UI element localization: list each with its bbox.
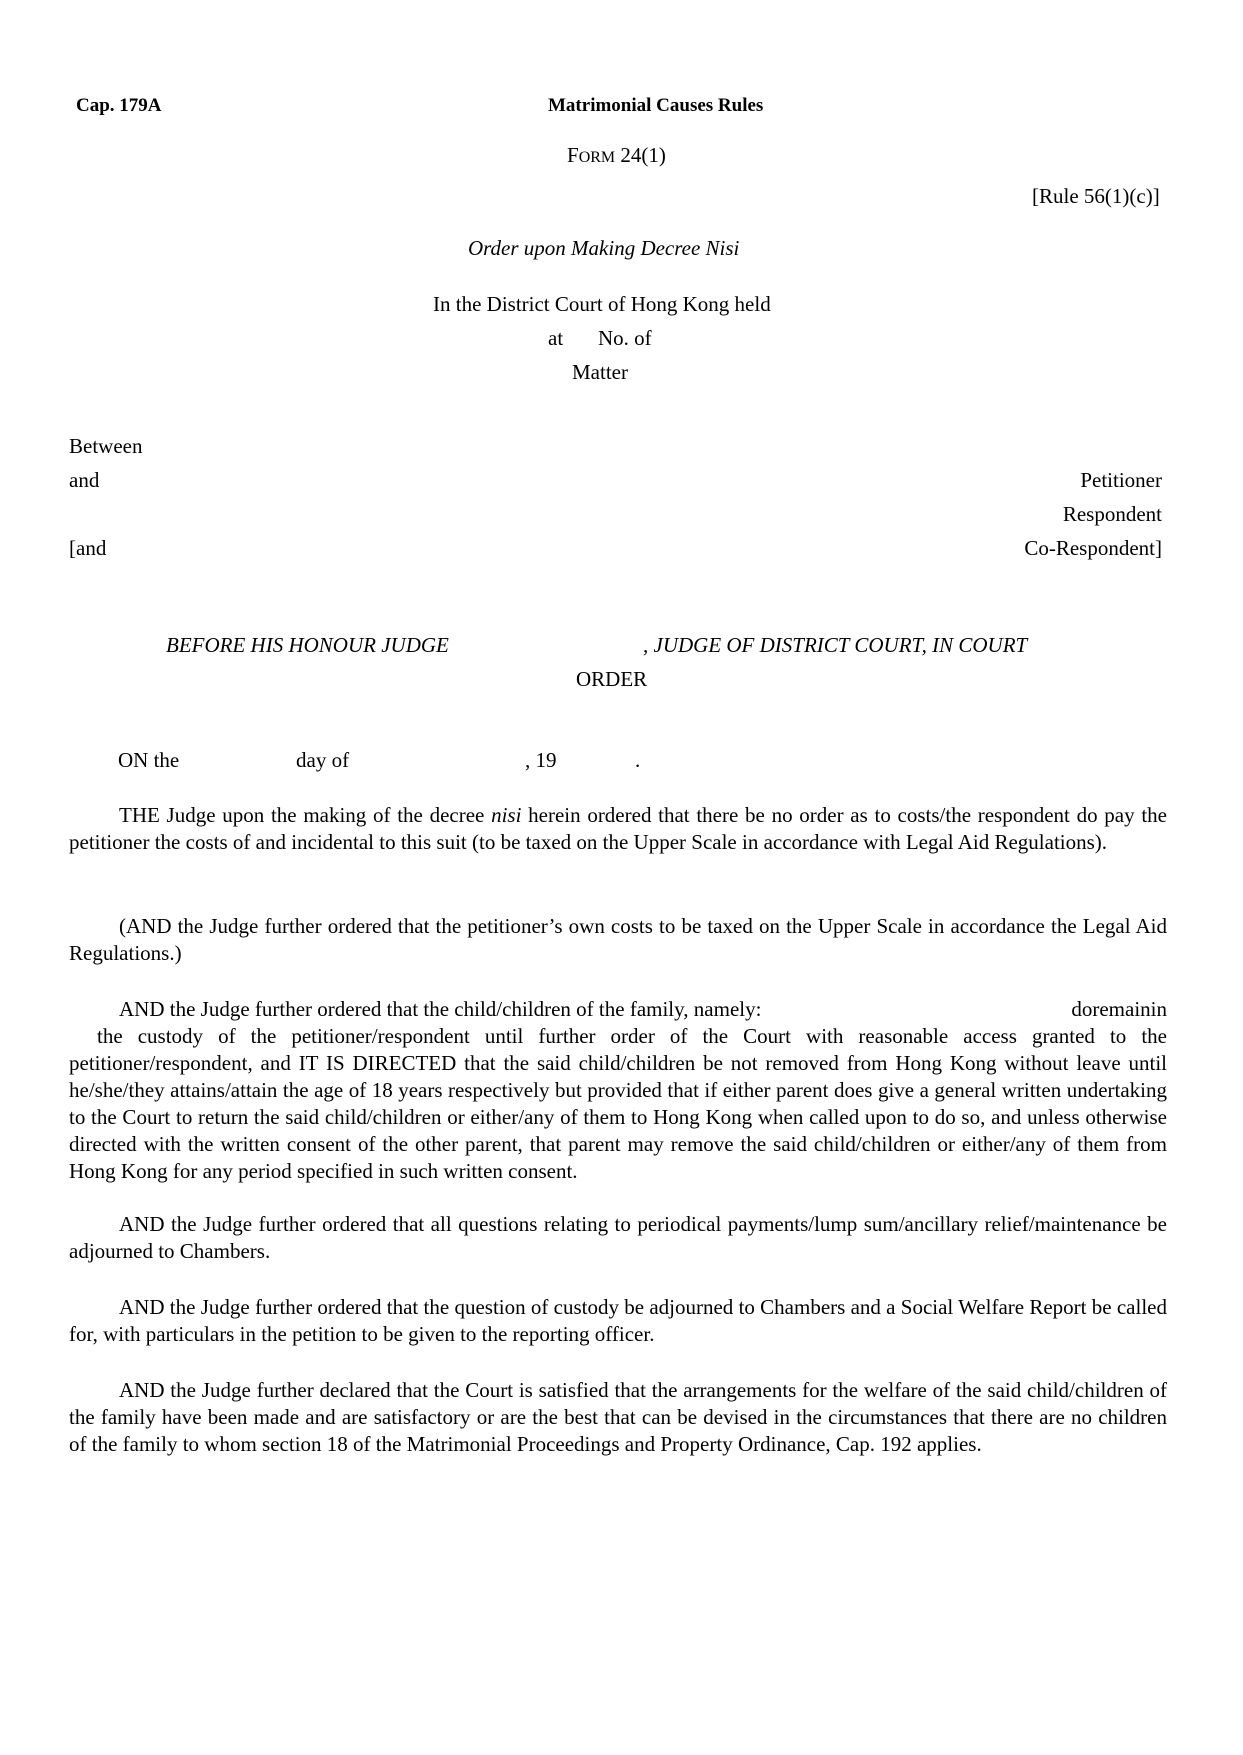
parties-and-bracket: [and	[69, 536, 107, 560]
paragraph-welfare-declaration	[69, 1377, 1167, 1458]
paragraph-custody-rest: the custody of the petitioner/respondent until further order of the Court with reasonable access granted to the petitioner/respondent, and IT IS DIRECTED that the said child/children be not removed from Hong Kong without leave until he/she/they attains/attain the age of 18 years respectively but provided that if either parent does give a general written undertaking to the Court to return the said child/children or either/any of them to Hong Kong when called upon to do so, and unless otherwise directed with the written consent of the other parent, that parent may remove the said child/children or either/any of them from Hong Kong for any period specified in such written consent.	[69, 1024, 1167, 1183]
paragraph-custody	[69, 996, 1167, 1185]
date-on-the: ON the	[118, 748, 180, 772]
parties-between: Between	[69, 434, 143, 458]
paragraph-custody-line1-c: remain	[1092, 997, 1151, 1021]
paragraph-legal-aid-costs-text: (AND the Judge further ordered that the petitioner’s own costs to be taxed on the Upper Scale in accordance the Legal Aid Regulations.)	[69, 914, 1167, 965]
paragraph-social-welfare-text: AND the Judge further ordered that the question of custody be adjourned to Chambers and a Social Welfare Report be called for, with particulars in the petition to be given to the reporting officer.	[69, 1295, 1167, 1346]
form-label-number: 24(1)	[615, 143, 666, 167]
court-at: at	[548, 326, 564, 350]
form-heading: Order upon Making Decree Nisi	[468, 236, 740, 260]
paragraph-custody-line1-b: do	[1071, 997, 1093, 1021]
judge-of-district-court: , JUDGE OF DISTRICT COURT, IN COURT	[643, 633, 1028, 657]
date-period: .	[635, 748, 641, 772]
court-line: In the District Court of Hong Kong held	[433, 292, 771, 316]
paragraph-ancillary-relief-text: AND the Judge further ordered that all questions relating to periodical payments/lump sum/ancillary relief/maintenance be adjourned to Chambers.	[69, 1212, 1167, 1263]
paragraph-costs	[69, 802, 1167, 856]
cap-number: Cap. 179A	[76, 95, 162, 116]
court-case-number: No. of	[598, 326, 652, 350]
paragraph-ancillary-relief	[69, 1211, 1167, 1265]
paragraph-legal-aid-costs	[69, 913, 1167, 967]
judge-before: BEFORE HIS HONOUR JUDGE	[166, 633, 449, 657]
party-petitioner: Petitioner	[1080, 468, 1162, 492]
paragraph-welfare-declaration-text: AND the Judge further declared that the Court is satisfied that the arrangements for the welfare of the said child/children of the family have been made and are satisfactory or are the best that can be devised in the circumstances that there are no children of the family to whom section 18 of the Matrimonial Proceedings and Property Ordinance, Cap. 192 applies.	[69, 1378, 1167, 1456]
paragraph-costs-text-a: THE Judge upon the making of the decree	[119, 803, 492, 827]
rule-reference: [Rule 56(1)(c)]	[1032, 184, 1160, 208]
form-label-initial: F	[567, 143, 579, 167]
form-label-rest: ORM	[578, 149, 616, 166]
paragraph-costs-text-b: herein ordered that there be no order as to costs/the respondent do pay the petitioner the costs of and incidental to this suit (to be taxed on the Upper Scale in accordance with Legal Aid Regulations).	[69, 803, 1167, 854]
paragraph-custody-line1-d: in	[1150, 997, 1167, 1021]
date-year: , 19	[525, 748, 557, 772]
court-matter: Matter	[572, 360, 628, 384]
date-day-of: day of	[296, 748, 350, 772]
header-title: Matrimonial Causes Rules	[548, 95, 764, 116]
paragraph-custody-line1-a: AND the Judge further ordered that the child/children of the family, namely:	[119, 997, 762, 1021]
party-respondent: Respondent	[1062, 502, 1162, 526]
paragraph-custody-first-line	[69, 996, 1167, 1023]
form-number	[567, 143, 666, 168]
parties-and: and	[69, 468, 100, 492]
party-co-respondent: Co-Respondent]	[1024, 536, 1162, 560]
order-title: ORDER	[576, 667, 648, 691]
paragraph-social-welfare	[69, 1294, 1167, 1348]
paragraph-costs-nisi: nisi	[491, 803, 522, 827]
